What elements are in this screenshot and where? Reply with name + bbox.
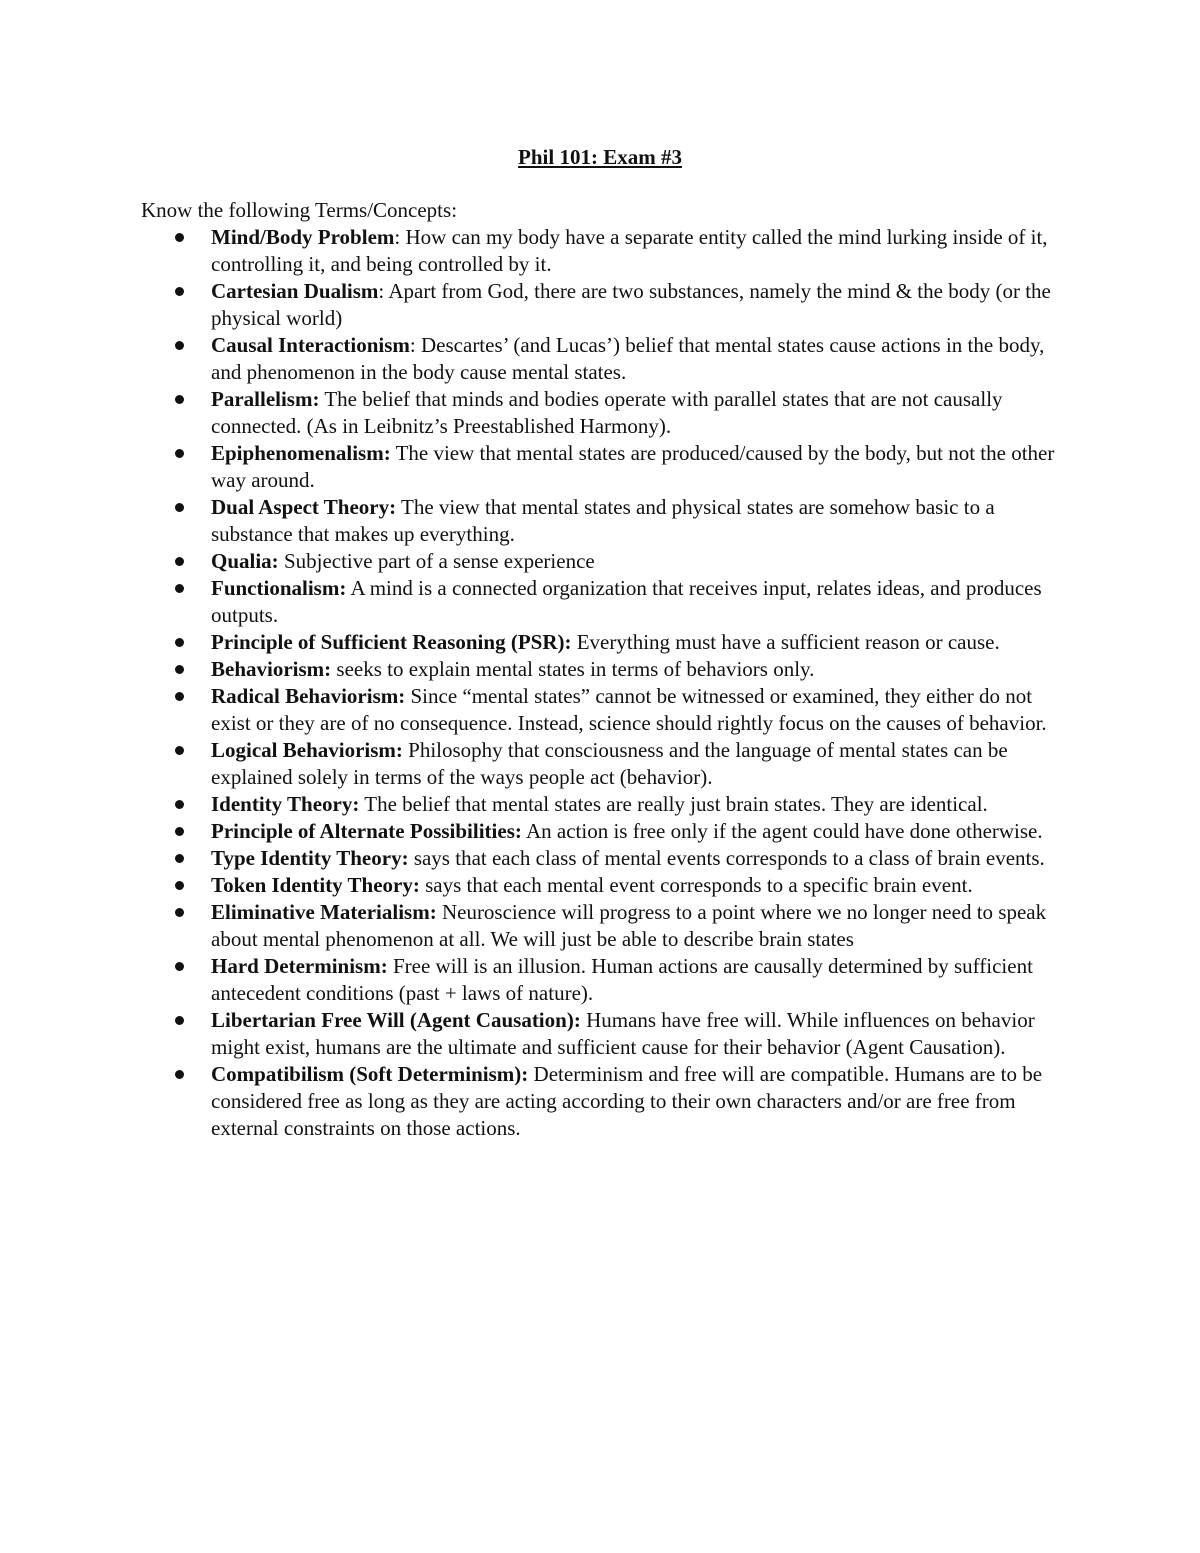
bullet-icon xyxy=(175,962,184,971)
bullet-icon xyxy=(175,665,184,674)
term-definition: Free will is an illusion. Human actions are causally determined by sufficient antecedent conditions (past + laws of nature). xyxy=(211,954,1033,1005)
term-definition: Humans have free will. While influences on behavior might exist, humans are the ultimate and sufficient cause for their behavior (Agent Causation). xyxy=(211,1008,1035,1059)
term-name: Principle of Alternate Possibilities: xyxy=(211,819,522,843)
term-definition: An action is free only if the agent could have done otherwise. xyxy=(525,819,1043,843)
term-name: Epiphenomenalism: xyxy=(211,441,391,465)
term-name: Type Identity Theory: xyxy=(211,846,409,870)
bullet-icon xyxy=(175,503,184,512)
bullet-icon xyxy=(175,287,184,296)
term-definition: How can my body have a separate entity called the mind lurking inside of it, controlling it, and being controlled by it. xyxy=(211,225,1048,276)
term-name: Causal Interactionism xyxy=(211,333,410,357)
bullet-icon xyxy=(175,341,184,350)
bullet-icon xyxy=(175,233,184,242)
term-name: Compatibilism (Soft Determinism): xyxy=(211,1062,529,1086)
bullet-icon xyxy=(175,584,184,593)
term-item xyxy=(141,494,1066,548)
term-definition: Subjective part of a sense experience xyxy=(283,549,595,573)
term-name: Radical Behaviorism: xyxy=(211,684,406,708)
term-name: Qualia: xyxy=(211,549,279,573)
term-item xyxy=(141,791,1066,818)
term-item xyxy=(141,899,1066,953)
term-name: Functionalism: xyxy=(211,576,347,600)
intro-text: Know the following Terms/Concepts: xyxy=(141,198,458,222)
term-name: Identity Theory: xyxy=(211,792,360,816)
term-definition: Descartes’ (and Lucas’) belief that mental states cause actions in the body, and phenomenon in the body cause mental states. xyxy=(211,333,1045,384)
term-definition: says that each mental event corresponds to a specific brain event. xyxy=(425,873,973,897)
term-name: Eliminative Materialism: xyxy=(211,900,437,924)
term-definition: Neuroscience will progress to a point where we no longer need to speak about mental phenomenon at all. We will just be able to describe brain states xyxy=(211,900,1047,951)
term-item xyxy=(141,656,1066,683)
bullet-icon xyxy=(175,800,184,809)
term-item xyxy=(141,548,1066,575)
term-item xyxy=(141,386,1066,440)
term-separator: : xyxy=(409,333,422,357)
term-item xyxy=(141,1061,1066,1142)
page-title: Phil 101: Exam #3 xyxy=(518,145,682,169)
bullet-icon xyxy=(175,881,184,890)
term-definition: seeks to explain mental states in terms of behaviors only. xyxy=(336,657,815,681)
term-item xyxy=(141,629,1066,656)
term-definition: says that each class of mental events corresponds to a class of brain events. xyxy=(413,846,1045,870)
term-definition: Philosophy that consciousness and the language of mental states can be explained solely in terms of the ways people act (behavior). xyxy=(211,738,1008,789)
bullet-icon xyxy=(175,1070,184,1079)
term-item xyxy=(141,953,1066,1007)
bullet-icon xyxy=(175,908,184,917)
bullet-icon xyxy=(175,692,184,701)
bullet-icon xyxy=(175,1016,184,1025)
bullet-icon xyxy=(175,395,184,404)
term-name: Parallelism: xyxy=(211,387,320,411)
bullet-icon xyxy=(175,746,184,755)
term-item xyxy=(141,737,1066,791)
term-definition: Determinism and free will are compatible. Humans are to be considered free as long as they are acting according to their own characters and/or are free from external constraints on those actions. xyxy=(211,1062,1043,1140)
term-name: Logical Behaviorism: xyxy=(211,738,403,762)
term-item xyxy=(141,872,1066,899)
term-definition: Since “mental states” cannot be witnessed or examined, they either do not exist or they are of no consequence. Instead, science should rightly focus on the causes of behavior. xyxy=(211,684,1047,735)
term-item xyxy=(141,683,1066,737)
bullet-icon xyxy=(175,827,184,836)
term-item xyxy=(141,440,1066,494)
bullet-icon xyxy=(175,557,184,566)
term-separator: : xyxy=(394,225,406,249)
term-name: Principle of Sufficient Reasoning (PSR): xyxy=(211,630,572,654)
term-definition: The view that mental states and physical states are somehow basic to a substance that makes up everything. xyxy=(211,495,995,546)
term-item xyxy=(141,845,1066,872)
bullet-icon xyxy=(175,854,184,863)
term-definition: Everything must have a sufficient reason or cause. xyxy=(576,630,1000,654)
term-definition: The view that mental states are produced/caused by the body, but not the other way around. xyxy=(211,441,1055,492)
term-definition: A mind is a connected organization that receives input, relates ideas, and produces outputs. xyxy=(211,576,1042,627)
term-item xyxy=(141,278,1066,332)
term-name: Token Identity Theory: xyxy=(211,873,420,897)
bullet-icon xyxy=(175,638,184,647)
term-item xyxy=(141,575,1066,629)
bullet-icon xyxy=(175,449,184,458)
term-item xyxy=(141,224,1066,278)
term-definition: The belief that minds and bodies operate with parallel states that are not causally connected. (As in Leibnitz’s Preestablished Harmony). xyxy=(211,387,1003,438)
term-name: Cartesian Dualism xyxy=(211,279,379,303)
term-definition: The belief that mental states are really just brain states. They are identical. xyxy=(364,792,988,816)
term-name: Dual Aspect Theory: xyxy=(211,495,397,519)
term-item xyxy=(141,1007,1066,1061)
term-definition: Apart from God, there are two substances, namely the mind & the body (or the physical world) xyxy=(211,279,1051,330)
terms-list xyxy=(141,224,1066,1142)
term-item xyxy=(141,332,1066,386)
term-separator: : xyxy=(378,279,389,303)
term-name: Libertarian Free Will (Agent Causation): xyxy=(211,1008,581,1032)
term-item xyxy=(141,818,1066,845)
term-name: Mind/Body Problem xyxy=(211,225,395,249)
term-name: Hard Determinism: xyxy=(211,954,388,978)
term-name: Behaviorism: xyxy=(211,657,332,681)
